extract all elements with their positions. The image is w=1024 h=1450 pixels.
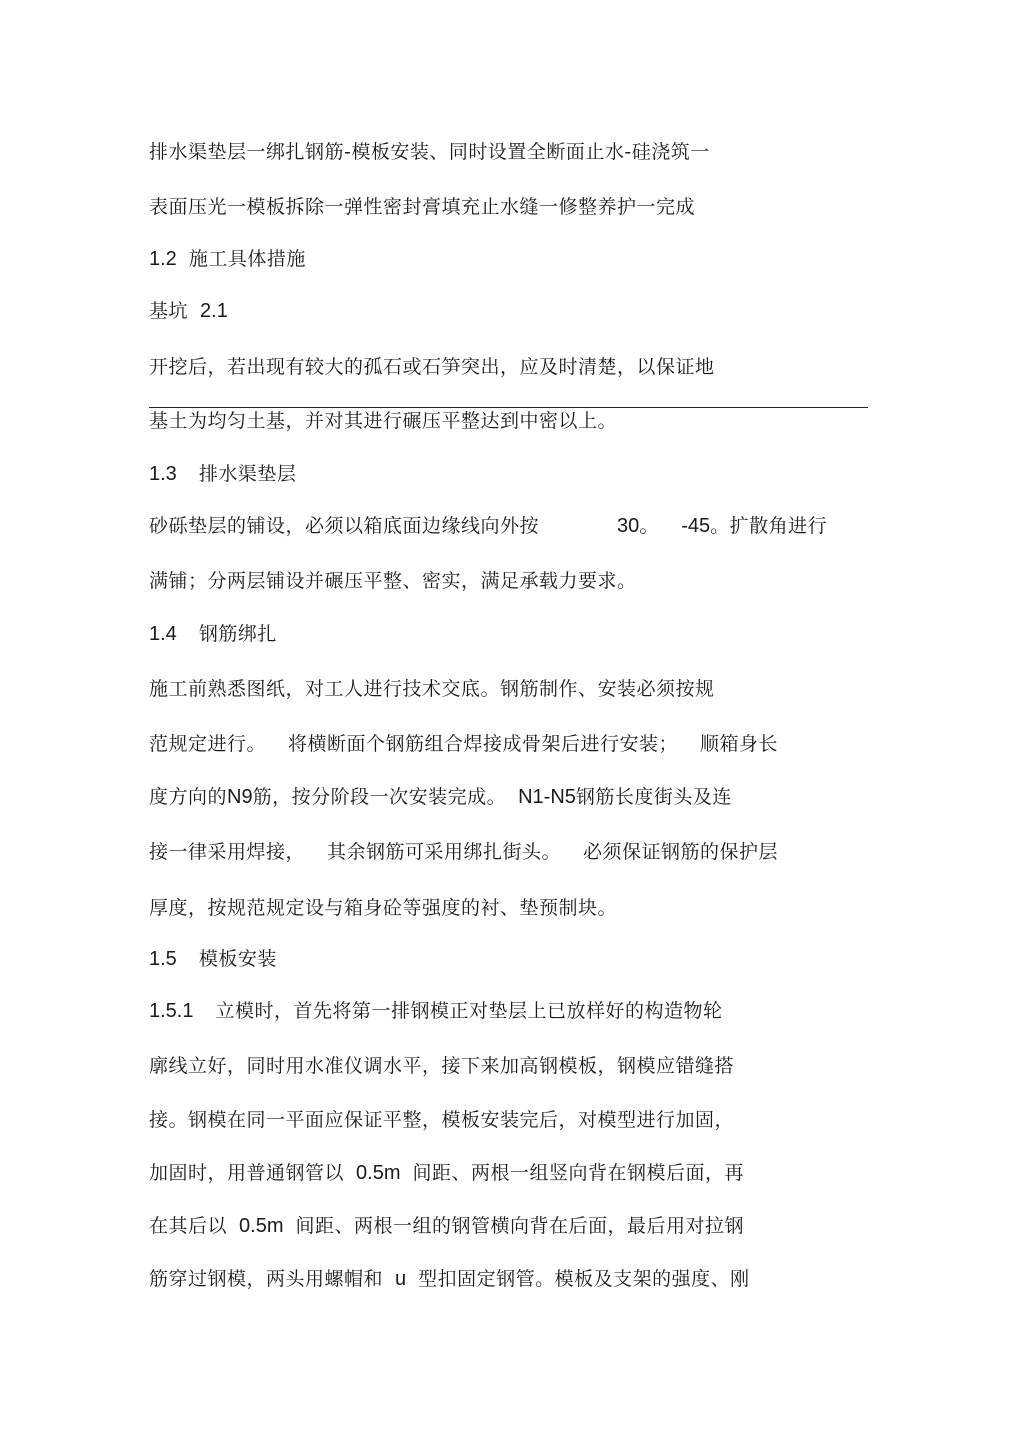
paragraph-line [149,1161,744,1185]
paragraph-line [149,1267,750,1291]
number: u [395,1268,407,1290]
text: 满铺；分两层铺设并碾压平整、密实，满足承载力要求。 [149,570,637,592]
number: -45 [681,515,711,537]
text: 型扣固定钢管。模板及支架的强度、刚 [418,1268,750,1290]
text: 接。钢模在同一平面应保证平整，模板安装完后，对模型进行加固， [149,1109,735,1131]
section-heading [149,947,277,971]
section-heading [149,247,306,271]
text: 开挖后，若出现有较大的孤石或石笋突出，应及时清楚，以保证地 [149,356,715,378]
section-number: 1.5 [149,948,177,970]
section-title: 钢筋绑扎 [198,623,277,645]
paragraph-line [149,514,827,538]
paragraph-line [149,840,778,864]
number: 30。 [617,515,660,537]
paragraph-line [149,355,715,379]
text: 间距、两根一组竖向背在钢模后面，再 [412,1162,744,1184]
paragraph-line [149,195,695,219]
section-number: 1.4 [149,623,177,645]
number: N9 [227,786,253,808]
text: 筋，按分阶段一次安装完成。 [252,786,507,808]
text: 廓线立好，同时用水准仪调水平，接下来加高钢模板，钢模应错缝搭 [149,1055,735,1077]
section-heading [149,462,296,486]
paragraph-line [149,677,715,701]
text: 基土为均匀土基，并对其进行碾压平整达到中密以上。 [149,410,618,432]
horizontal-rule [149,407,868,408]
paragraph-line [149,896,617,920]
text: 加固时，用普通钢管以 [149,1162,345,1184]
number: 0.5m [239,1215,284,1237]
paragraph-line [149,140,710,164]
section-title: 施工具体措施 [188,248,306,270]
paragraph-line [149,1054,734,1078]
text: 。扩散角进行 [710,515,828,537]
text: 排水渠垫层一绑扎钢筋-模板安装、同时设置全断面止水-硅浇筑一 [149,141,710,163]
text: 厚度，按规范规定设与箱身砼等强度的衬、垫预制块。 [149,897,618,919]
section-number: 1.3 [149,463,177,485]
paragraph-line [149,569,637,593]
section-title: 模板安装 [198,948,277,970]
text: 表面压光一模板拆除一弹性密封膏填充止水缝一修整养护一完成 [149,196,696,218]
text: 施工前熟悉图纸，对工人进行技术交底。钢筋制作、安装必须按规 [149,678,715,700]
section-heading [149,622,277,646]
text: 钢筋长度街头及连 [575,786,732,808]
text: 间距、两根一组的钢管横向背在后面，最后用对拉钢 [295,1215,744,1237]
number: 0.5m [356,1162,401,1184]
paragraph-line [149,409,617,433]
text: 砂砾垫层的铺设，必须以箱底面边缘线向外按 [149,515,540,537]
paragraph-line [149,785,732,809]
section-number: 1.2 [149,248,177,270]
text: 立模时，首先将第一排钢模正对垫层上已放样好的构造物轮 [215,1000,723,1022]
paragraph-line [149,1108,734,1132]
paragraph-line [149,1214,744,1238]
text: 将横断面个钢筋组合焊接成骨架后进行安装； [288,733,679,755]
paragraph-line [149,299,228,323]
paragraph-line [149,999,723,1023]
text: 必须保证钢筋的保护层 [583,841,779,863]
text: 其余钢筋可采用绑扎街头。 [327,841,562,863]
text: 顺箱身长 [700,733,779,755]
text: 在其后以 [149,1215,228,1237]
text: 接一律采用焊接， [149,841,306,863]
number: N1-N5 [518,786,576,808]
text: 筋穿过钢模，两头用螺帽和 [149,1268,384,1290]
text: 度方向的 [149,786,228,808]
paragraph-line [149,732,778,756]
text: 范规定进行。 [149,733,267,755]
section-title: 排水渠垫层 [198,463,297,485]
number: 2.1 [200,300,228,322]
text: 基坑 [149,300,189,322]
subsection-number: 1.5.1 [149,1000,194,1022]
